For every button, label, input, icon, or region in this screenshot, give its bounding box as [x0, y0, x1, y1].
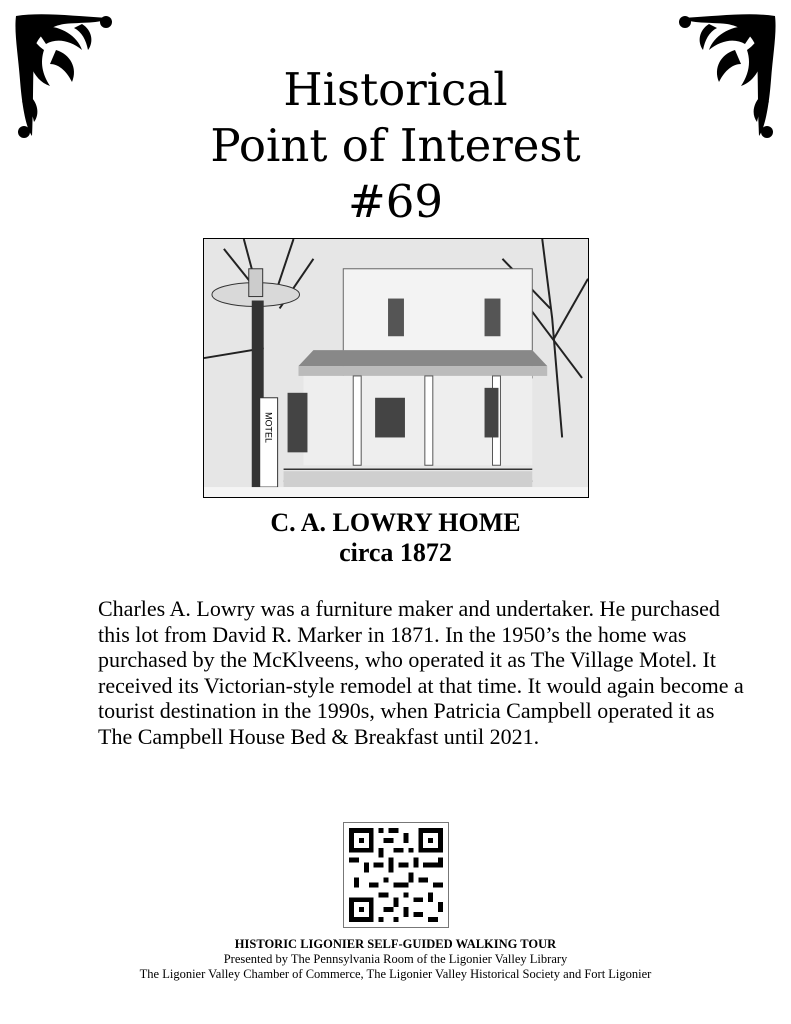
footer: [0, 937, 791, 982]
tour-title: HISTORIC LIGONIER SELF-GUIDED WALKING TOUR: [234, 937, 557, 951]
motel-sign-text: MOTEL: [263, 412, 274, 443]
home-heading: [0, 508, 791, 568]
home-date: circa 1872: [339, 538, 452, 567]
house-photo: [203, 238, 589, 498]
title-line-3: #69: [348, 175, 443, 228]
title-line-2: Point of Interest: [210, 119, 581, 172]
presented-by: Presented by The Pennsylvania Room of the Ligonier Valley Library: [223, 952, 568, 966]
home-name: C. A. LOWRY HOME: [270, 508, 521, 537]
title-line-1: Historical: [283, 63, 508, 116]
qr-code-icon[interactable]: [343, 822, 449, 928]
page-title: [0, 62, 791, 230]
partners: The Ligonier Valley Chamber of Commerce, The Ligonier Valley Historical Society and Fort Ligonier: [139, 967, 652, 981]
description-text: Charles A. Lowry was a furniture maker and undertaker. He purchased this lot from David R. Marker in 1871. In the 1950’s the home was purchased by the McKlveens, who operated it as The Village Motel. It received its Victorian-style remodel at that time. It would again become a tourist destination in the 1990s, when Patricia Campbell operated it as The Campbell House Bed & Breakfast until 2021.: [98, 596, 744, 749]
